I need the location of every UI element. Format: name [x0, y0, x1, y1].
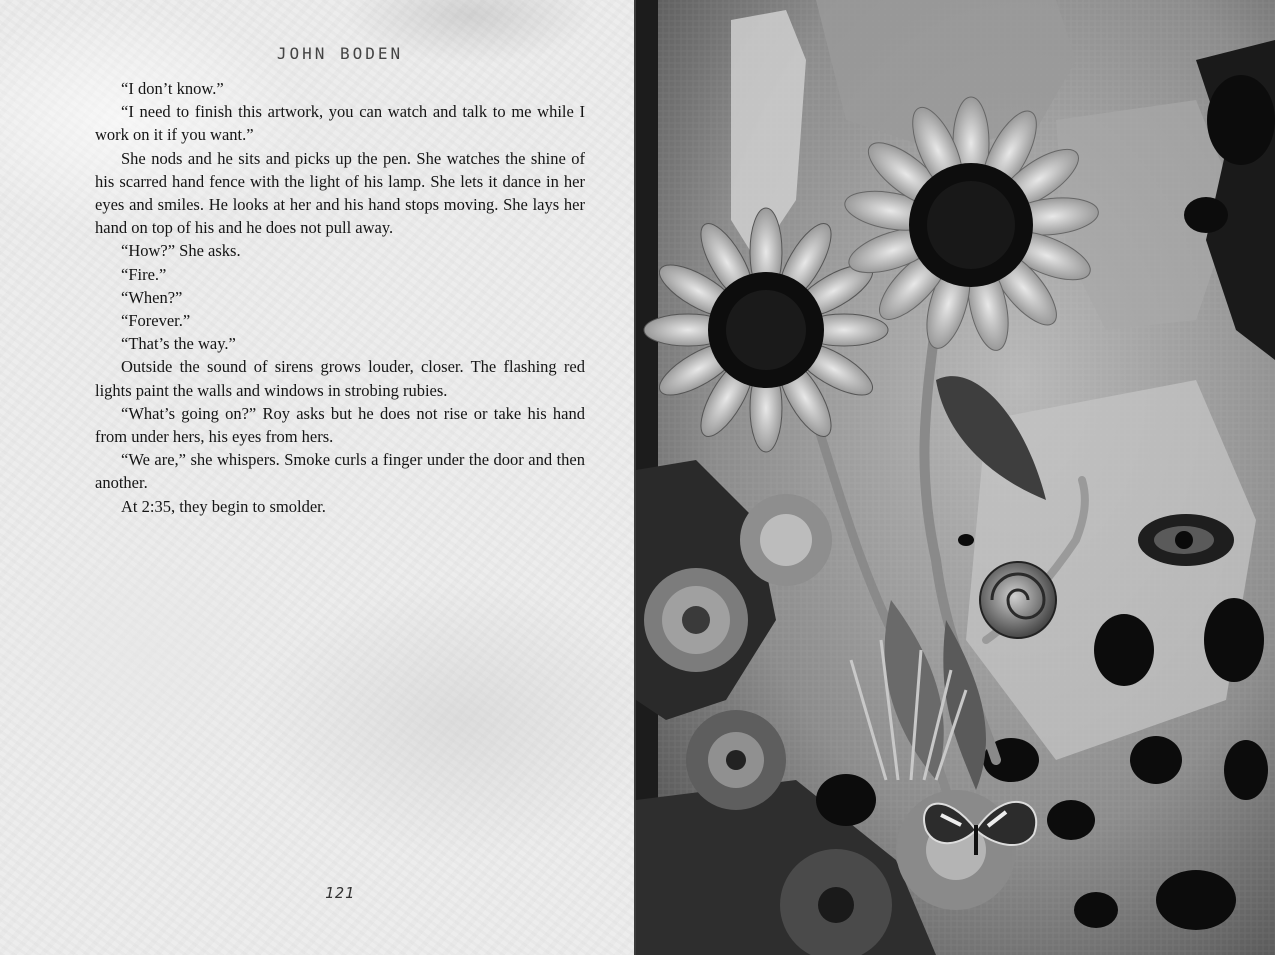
illustration-artwork	[636, 0, 1275, 955]
paragraph: “I don’t know.”	[121, 79, 224, 98]
paragraph: At 2:35, they begin to smolder.	[121, 496, 326, 516]
body-text	[95, 77, 585, 518]
page-number: 121	[324, 884, 356, 902]
left-page	[0, 0, 636, 955]
paragraph: She nods and he sits and picks up the pen. She watches the shine of his scarred hand fence with the light of his lamp. She lets it dance in her eyes and smiles. He looks at her and his hand stops moving. She lays her hand on top of his and he does not pull away.	[95, 148, 585, 238]
right-page-illustration	[636, 0, 1275, 955]
paragraph: “Forever.”	[121, 311, 191, 331]
paragraph: “What’s going on?” Roy asks but he does not rise or take his hand from under hers, his eyes from hers.	[95, 403, 585, 447]
paragraph: “Fire.”	[121, 264, 167, 284]
paragraph: “That’s the way.”	[121, 334, 236, 354]
paragraph: “When?”	[121, 287, 183, 307]
paragraph: “We are,” she whispers. Smoke curls a finger under the door and then another.	[95, 450, 585, 493]
running-head: JOHN BODEN	[276, 44, 404, 63]
eye-icon	[1138, 514, 1234, 566]
paragraph: “I need to finish this artwork, you can watch and talk to me while I work on it if you want.”	[95, 102, 585, 145]
paragraph: “How?” She asks.	[121, 241, 241, 261]
paragraph: Outside the sound of sirens grows louder, closer. The flashing red lights paint the walls and windows in strobing rubies.	[95, 357, 585, 400]
